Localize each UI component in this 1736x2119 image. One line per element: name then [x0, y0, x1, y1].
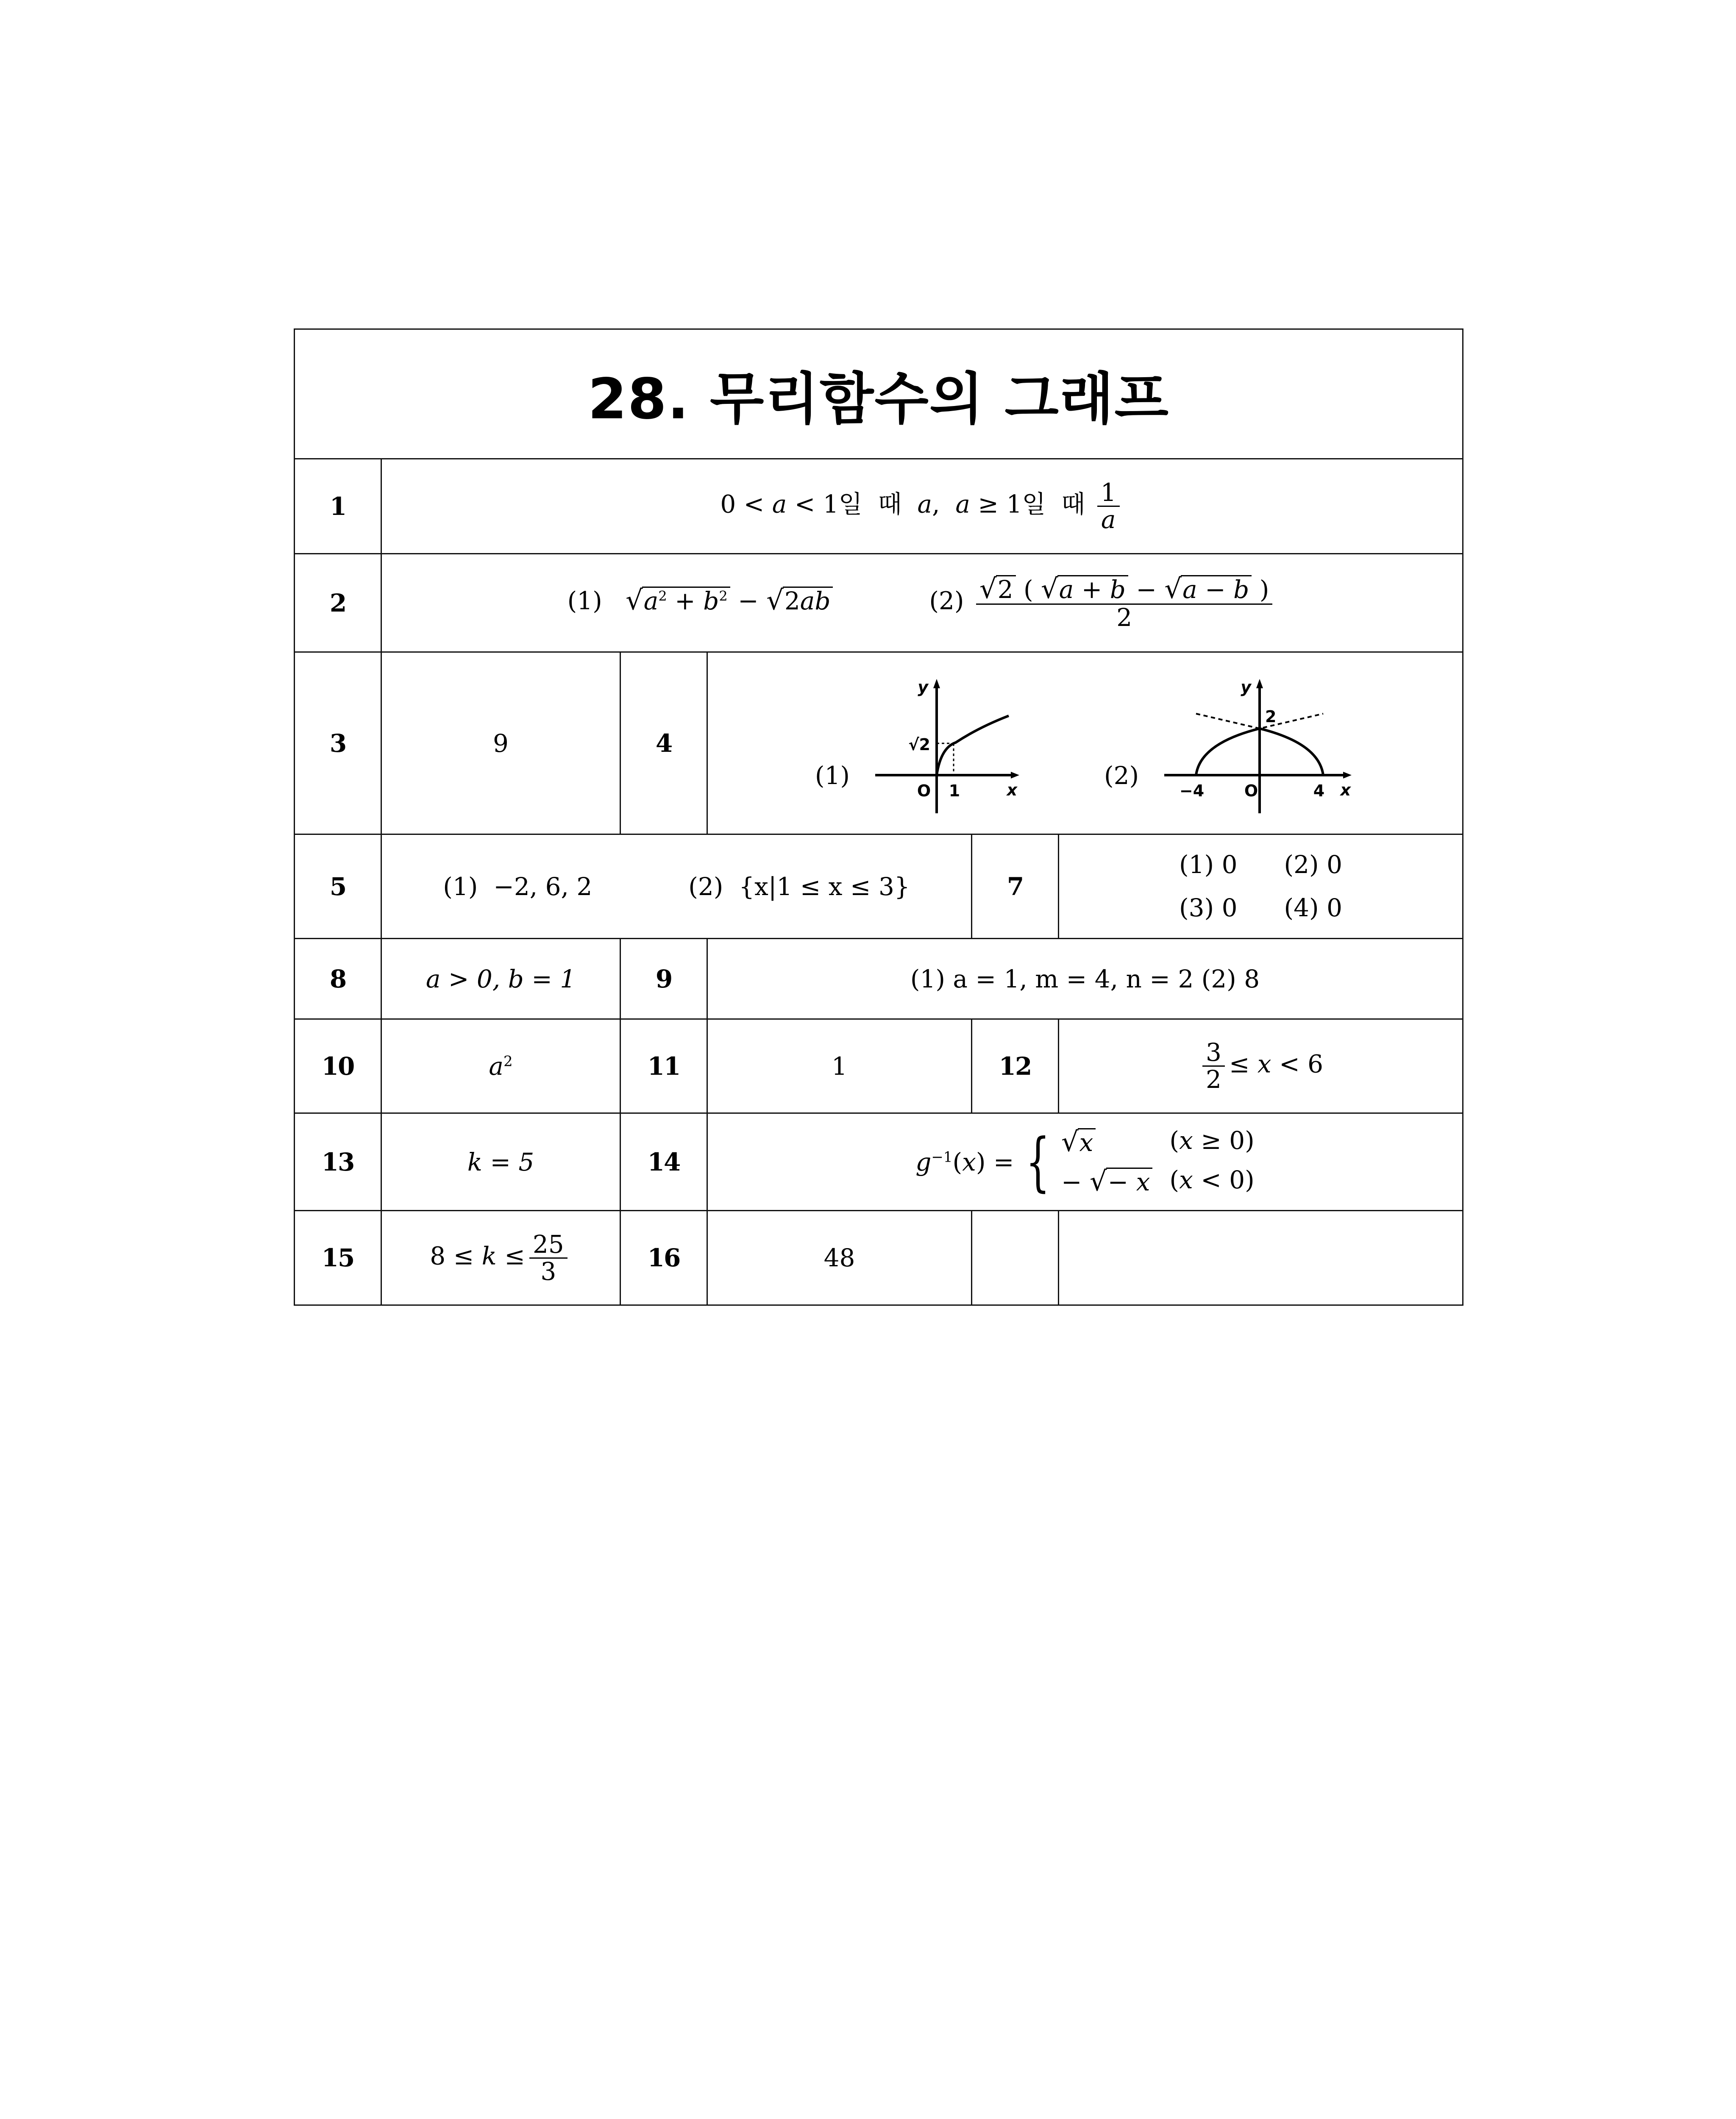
x-tick-label: 1	[949, 781, 960, 800]
answer-3: 9	[381, 652, 620, 834]
problem-number: 2	[295, 554, 381, 652]
part-answer: (3) 0	[1179, 893, 1238, 922]
fraction: $\frac{3}{2}$	[1202, 1040, 1225, 1093]
part-answer: (4) 0	[1284, 893, 1342, 922]
answer-8: a > 0, b = 1	[381, 939, 620, 1019]
problem-number: 14	[620, 1113, 707, 1211]
x-tick-label-left: −4	[1180, 781, 1205, 800]
empty-cell	[1059, 1211, 1463, 1305]
answer-2: (1) $√a^2 + b^2 - √2ab$ (2) $\frac{√2 ( √a + b - √a - b )}{2}$	[381, 554, 1463, 652]
answer-15: 8 ≤ k ≤ $\frac{25}{3}$	[381, 1211, 620, 1305]
origin-label: O	[917, 781, 931, 800]
answer-12: $\frac{3}{2}$ ≤ x < 6	[1059, 1019, 1463, 1113]
problem-number: 10	[295, 1019, 381, 1113]
origin-label: O	[1244, 781, 1258, 800]
problem-number: 11	[620, 1019, 707, 1113]
part-label: (1)	[443, 872, 478, 901]
problem-number: 12	[972, 1019, 1059, 1113]
problem-number: 15	[295, 1211, 381, 1305]
x-axis-label: x	[1007, 780, 1017, 799]
answer-5	[381, 834, 972, 939]
answer-14: $g^{-1}(x)$ = { √x (x ≥ 0) − √− x (x < 0)	[707, 1113, 1463, 1211]
answer-9: (1) a = 1, m = 4, n = 2 (2) 8	[707, 939, 1463, 1019]
part-answer: −2, 6, 2	[493, 872, 593, 901]
graph-sqrt-curve	[871, 671, 1024, 815]
problem-number: 9	[620, 939, 707, 1019]
x-tick-label-right: 4	[1313, 781, 1325, 800]
problem-number: 4	[620, 652, 707, 834]
part-label: (2)	[1104, 761, 1139, 790]
answer-10: $a^2$	[381, 1019, 620, 1113]
part-label: (1)	[815, 761, 850, 790]
problem-number: 8	[295, 939, 381, 1019]
answer-11: 1	[707, 1019, 972, 1113]
answer-table	[294, 328, 1463, 1306]
answer-7	[1059, 834, 1463, 939]
part-label: (2)	[929, 586, 964, 615]
part-answer: {x|1 ≤ x ≤ 3}	[739, 872, 910, 901]
fraction: $\frac{25}{3}$	[529, 1232, 568, 1285]
answer-1: 0 < a < 1일 때 a, a ≥ 1일 때 $\frac{1}{a}$	[381, 459, 1463, 554]
part-answer: (2) 0	[1284, 850, 1342, 879]
problem-number: 13	[295, 1113, 381, 1211]
answer-16: 48	[707, 1211, 972, 1305]
part-answer: (1) 0	[1179, 850, 1238, 879]
answer-13: k = 5	[381, 1113, 620, 1211]
problem-number: 16	[620, 1211, 707, 1305]
graph-symmetric-curves	[1160, 671, 1355, 815]
problem-number: 7	[972, 834, 1059, 939]
fraction: $\frac{1}{a}$	[1097, 480, 1120, 533]
part-label: (1)	[567, 586, 602, 615]
part-label: (2)	[688, 872, 723, 901]
page-title: 28. 무리함수의 그래프	[588, 366, 1169, 432]
x-axis-label: x	[1340, 780, 1351, 799]
problem-number: 3	[295, 652, 381, 834]
title-cell	[295, 329, 1463, 459]
y-tick-label: 2	[1265, 707, 1277, 726]
empty-cell	[972, 1211, 1059, 1305]
y-tick-label: √2	[908, 735, 930, 754]
problem-number: 1	[295, 459, 381, 554]
fraction: $\frac{√2 ( √a + b - √a - b )}{2}$	[976, 575, 1272, 631]
problem-number: 5	[295, 834, 381, 939]
answer-4	[707, 652, 1463, 834]
y-axis-label: y	[918, 677, 928, 696]
y-axis-label: y	[1241, 677, 1252, 696]
